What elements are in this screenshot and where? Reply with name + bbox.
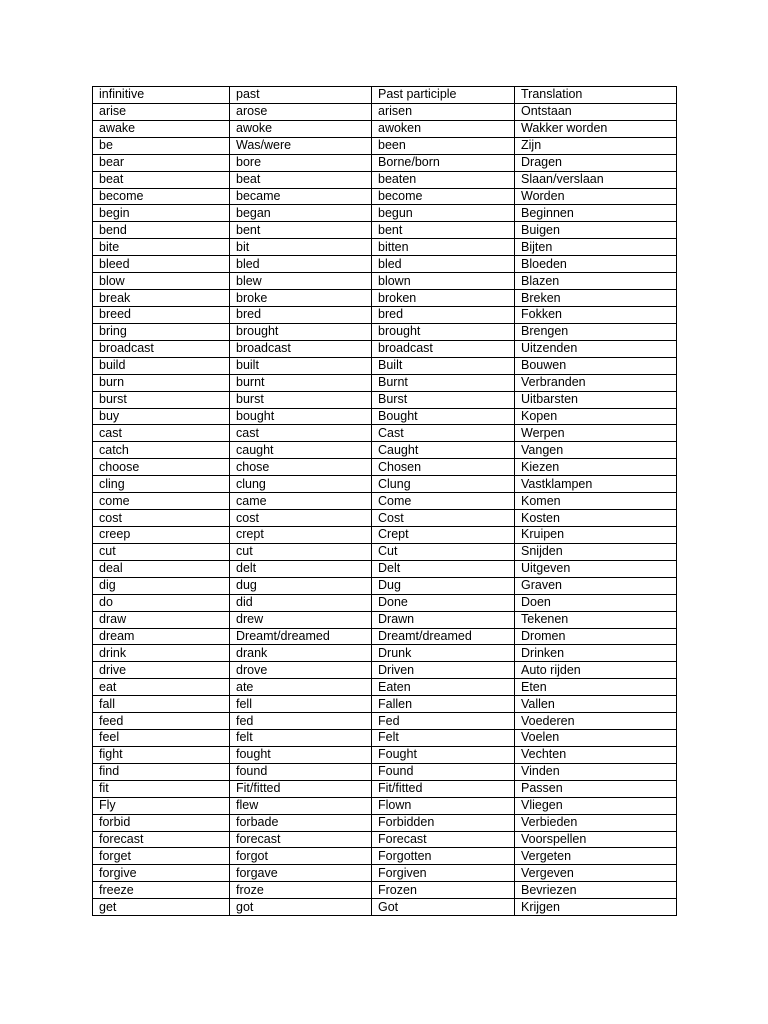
cell-past: drew (230, 611, 372, 628)
cell-past-participle: Borne/born (372, 154, 515, 171)
cell-translation: Bijten (515, 239, 677, 256)
cell-infinitive: breed (93, 306, 230, 323)
table-row (93, 662, 677, 679)
cell-past-participle: Come (372, 493, 515, 510)
cell-past: bought (230, 408, 372, 425)
cell-past-participle: blown (372, 273, 515, 290)
cell-past-participle: Cost (372, 510, 515, 527)
cell-infinitive: build (93, 357, 230, 374)
cell-past-participle: Forbidden (372, 814, 515, 831)
cell-past-participle: Flown (372, 797, 515, 814)
cell-past: cost (230, 510, 372, 527)
cell-past-participle: bent (372, 222, 515, 239)
cell-translation: Ontstaan (515, 103, 677, 120)
cell-past: bent (230, 222, 372, 239)
cell-infinitive: come (93, 493, 230, 510)
cell-infinitive: cast (93, 425, 230, 442)
cell-translation: Komen (515, 493, 677, 510)
cell-infinitive: awake (93, 120, 230, 137)
table-header-row (93, 87, 677, 104)
cell-infinitive: eat (93, 679, 230, 696)
cell-past: caught (230, 442, 372, 459)
cell-infinitive: broadcast (93, 340, 230, 357)
cell-past-participle: Fed (372, 713, 515, 730)
cell-past-participle: Burnt (372, 374, 515, 391)
cell-past: forbade (230, 814, 372, 831)
cell-infinitive: arise (93, 103, 230, 120)
cell-translation: Verbranden (515, 374, 677, 391)
table-body (93, 103, 677, 915)
cell-infinitive: begin (93, 205, 230, 222)
table-row (93, 205, 677, 222)
cell-translation: Voelen (515, 730, 677, 747)
cell-past-participle: Burst (372, 391, 515, 408)
cell-translation: Auto rijden (515, 662, 677, 679)
cell-infinitive: forgive (93, 865, 230, 882)
cell-past: arose (230, 103, 372, 120)
cell-infinitive: fall (93, 696, 230, 713)
cell-infinitive: bear (93, 154, 230, 171)
cell-translation: Breken (515, 290, 677, 307)
cell-translation: Kruipen (515, 526, 677, 543)
table-row (93, 746, 677, 763)
table-row (93, 290, 677, 307)
cell-infinitive: freeze (93, 882, 230, 899)
cell-translation: Graven (515, 577, 677, 594)
cell-translation: Dragen (515, 154, 677, 171)
cell-translation: Dromen (515, 628, 677, 645)
table-row (93, 713, 677, 730)
cell-infinitive: forget (93, 848, 230, 865)
cell-translation: Verbieden (515, 814, 677, 831)
cell-past-participle: Fallen (372, 696, 515, 713)
table-row (93, 357, 677, 374)
cell-past-participle: begun (372, 205, 515, 222)
cell-past: built (230, 357, 372, 374)
table-row (93, 154, 677, 171)
cell-past: blew (230, 273, 372, 290)
table-row (93, 577, 677, 594)
header-past-participle: Past participle (372, 87, 515, 104)
cell-past: dug (230, 577, 372, 594)
table-row (93, 408, 677, 425)
cell-infinitive: creep (93, 526, 230, 543)
table-row (93, 256, 677, 273)
cell-past: bled (230, 256, 372, 273)
cell-infinitive: fight (93, 746, 230, 763)
cell-past-participle: Forgiven (372, 865, 515, 882)
header-translation: Translation (515, 87, 677, 104)
cell-translation: Krijgen (515, 899, 677, 916)
table-row (93, 493, 677, 510)
table-row (93, 391, 677, 408)
cell-translation: Kopen (515, 408, 677, 425)
cell-past-participle: Caught (372, 442, 515, 459)
table-row (93, 899, 677, 916)
cell-infinitive: beat (93, 171, 230, 188)
cell-translation: Snijden (515, 543, 677, 560)
table-row (93, 476, 677, 493)
table-row (93, 171, 677, 188)
cell-translation: Bloeden (515, 256, 677, 273)
cell-past-participle: Chosen (372, 459, 515, 476)
cell-infinitive: bend (93, 222, 230, 239)
cell-past-participle: Built (372, 357, 515, 374)
header-past: past (230, 87, 372, 104)
cell-translation: Passen (515, 780, 677, 797)
cell-infinitive: be (93, 137, 230, 154)
cell-translation: Beginnen (515, 205, 677, 222)
cell-past-participle: Forecast (372, 831, 515, 848)
table-row (93, 611, 677, 628)
table-row (93, 103, 677, 120)
cell-translation: Tekenen (515, 611, 677, 628)
table-row (93, 848, 677, 865)
cell-infinitive: cut (93, 543, 230, 560)
cell-past: drove (230, 662, 372, 679)
cell-past-participle: Done (372, 594, 515, 611)
cell-past: became (230, 188, 372, 205)
table-row (93, 814, 677, 831)
cell-past: Was/were (230, 137, 372, 154)
cell-past-participle: Dug (372, 577, 515, 594)
cell-past-participle: brought (372, 323, 515, 340)
header-infinitive: infinitive (93, 87, 230, 104)
cell-past: cut (230, 543, 372, 560)
cell-past: cast (230, 425, 372, 442)
cell-past: forgot (230, 848, 372, 865)
cell-past-participle: bred (372, 306, 515, 323)
cell-past: clung (230, 476, 372, 493)
table-row (93, 340, 677, 357)
table-row (93, 543, 677, 560)
cell-translation: Brengen (515, 323, 677, 340)
cell-past-participle: bitten (372, 239, 515, 256)
cell-translation: Kiezen (515, 459, 677, 476)
cell-past-participle: bled (372, 256, 515, 273)
table-row (93, 239, 677, 256)
table-row (93, 442, 677, 459)
cell-past-participle: broken (372, 290, 515, 307)
table-row (93, 645, 677, 662)
cell-translation: Vangen (515, 442, 677, 459)
table-row (93, 273, 677, 290)
table-row (93, 137, 677, 154)
cell-translation: Vinden (515, 763, 677, 780)
cell-past: chose (230, 459, 372, 476)
cell-past: drank (230, 645, 372, 662)
table-row (93, 594, 677, 611)
cell-infinitive: feed (93, 713, 230, 730)
cell-past-participle: Cast (372, 425, 515, 442)
cell-translation: Vastklampen (515, 476, 677, 493)
cell-infinitive: cost (93, 510, 230, 527)
cell-past: delt (230, 560, 372, 577)
cell-infinitive: dream (93, 628, 230, 645)
cell-past: froze (230, 882, 372, 899)
cell-translation: Drinken (515, 645, 677, 662)
cell-translation: Buigen (515, 222, 677, 239)
cell-past-participle: become (372, 188, 515, 205)
cell-past: bred (230, 306, 372, 323)
cell-translation: Bouwen (515, 357, 677, 374)
cell-translation: Vergeven (515, 865, 677, 882)
cell-past-participle: Fought (372, 746, 515, 763)
table-row (93, 797, 677, 814)
cell-translation: Uitbarsten (515, 391, 677, 408)
cell-past-participle: Crept (372, 526, 515, 543)
cell-translation: Wakker worden (515, 120, 677, 137)
cell-infinitive: feel (93, 730, 230, 747)
table-row (93, 323, 677, 340)
cell-past: broadcast (230, 340, 372, 357)
cell-past-participle: Bought (372, 408, 515, 425)
cell-past: felt (230, 730, 372, 747)
cell-infinitive: cling (93, 476, 230, 493)
table-row (93, 560, 677, 577)
cell-translation: Blazen (515, 273, 677, 290)
cell-past-participle: Felt (372, 730, 515, 747)
cell-infinitive: dig (93, 577, 230, 594)
cell-past: bore (230, 154, 372, 171)
cell-past: fought (230, 746, 372, 763)
cell-past: fell (230, 696, 372, 713)
cell-past-participle: Clung (372, 476, 515, 493)
irregular-verbs-table (92, 86, 677, 916)
cell-translation: Voederen (515, 713, 677, 730)
cell-infinitive: bite (93, 239, 230, 256)
cell-translation: Slaan/verslaan (515, 171, 677, 188)
cell-past-participle: arisen (372, 103, 515, 120)
cell-infinitive: become (93, 188, 230, 205)
table-row (93, 730, 677, 747)
cell-past: beat (230, 171, 372, 188)
cell-past-participle: Delt (372, 560, 515, 577)
cell-past: brought (230, 323, 372, 340)
cell-infinitive: burn (93, 374, 230, 391)
table-row (93, 763, 677, 780)
cell-infinitive: draw (93, 611, 230, 628)
cell-past-participle: Frozen (372, 882, 515, 899)
cell-infinitive: blow (93, 273, 230, 290)
cell-translation: Eten (515, 679, 677, 696)
cell-past: burnt (230, 374, 372, 391)
table-row (93, 628, 677, 645)
table-row (93, 120, 677, 137)
cell-past-participle: Eaten (372, 679, 515, 696)
cell-infinitive: do (93, 594, 230, 611)
cell-past: forecast (230, 831, 372, 848)
table-row (93, 306, 677, 323)
cell-past-participle: awoken (372, 120, 515, 137)
cell-past-participle: Found (372, 763, 515, 780)
cell-past: Dreamt/dreamed (230, 628, 372, 645)
cell-translation: Uitgeven (515, 560, 677, 577)
cell-past-participle: Driven (372, 662, 515, 679)
cell-translation: Voorspellen (515, 831, 677, 848)
cell-past-participle: Fit/fitted (372, 780, 515, 797)
cell-translation: Fokken (515, 306, 677, 323)
cell-infinitive: bring (93, 323, 230, 340)
cell-infinitive: catch (93, 442, 230, 459)
cell-past: Fit/fitted (230, 780, 372, 797)
cell-infinitive: forecast (93, 831, 230, 848)
cell-past-participle: Got (372, 899, 515, 916)
cell-infinitive: buy (93, 408, 230, 425)
table-row (93, 222, 677, 239)
cell-infinitive: Fly (93, 797, 230, 814)
table-row (93, 459, 677, 476)
cell-past: burst (230, 391, 372, 408)
table-row (93, 425, 677, 442)
cell-past-participle: Dreamt/dreamed (372, 628, 515, 645)
cell-infinitive: forbid (93, 814, 230, 831)
table-row (93, 865, 677, 882)
cell-past-participle: been (372, 137, 515, 154)
cell-past: found (230, 763, 372, 780)
table-row (93, 679, 677, 696)
cell-infinitive: drive (93, 662, 230, 679)
cell-translation: Vliegen (515, 797, 677, 814)
table-row (93, 780, 677, 797)
cell-past-participle: Cut (372, 543, 515, 560)
cell-translation: Doen (515, 594, 677, 611)
cell-infinitive: drink (93, 645, 230, 662)
cell-translation: Bevriezen (515, 882, 677, 899)
cell-past-participle: Drawn (372, 611, 515, 628)
cell-past: came (230, 493, 372, 510)
cell-infinitive: fit (93, 780, 230, 797)
cell-infinitive: break (93, 290, 230, 307)
cell-translation: Kosten (515, 510, 677, 527)
cell-past-participle: Forgotten (372, 848, 515, 865)
table-row (93, 882, 677, 899)
table-row (93, 831, 677, 848)
cell-past: awoke (230, 120, 372, 137)
cell-past: fed (230, 713, 372, 730)
cell-past: did (230, 594, 372, 611)
table-row (93, 188, 677, 205)
table-row (93, 510, 677, 527)
cell-past-participle: beaten (372, 171, 515, 188)
cell-translation: Werpen (515, 425, 677, 442)
table-row (93, 696, 677, 713)
cell-past: bit (230, 239, 372, 256)
table-row (93, 526, 677, 543)
cell-infinitive: burst (93, 391, 230, 408)
cell-translation: Uitzenden (515, 340, 677, 357)
cell-translation: Zijn (515, 137, 677, 154)
cell-infinitive: choose (93, 459, 230, 476)
cell-infinitive: find (93, 763, 230, 780)
cell-translation: Vergeten (515, 848, 677, 865)
cell-past-participle: broadcast (372, 340, 515, 357)
cell-past: forgave (230, 865, 372, 882)
cell-infinitive: get (93, 899, 230, 916)
table-row (93, 374, 677, 391)
cell-translation: Vallen (515, 696, 677, 713)
cell-infinitive: deal (93, 560, 230, 577)
cell-infinitive: bleed (93, 256, 230, 273)
cell-past: flew (230, 797, 372, 814)
cell-translation: Vechten (515, 746, 677, 763)
cell-translation: Worden (515, 188, 677, 205)
cell-past: got (230, 899, 372, 916)
cell-past: ate (230, 679, 372, 696)
cell-past: broke (230, 290, 372, 307)
cell-past-participle: Drunk (372, 645, 515, 662)
cell-past: began (230, 205, 372, 222)
cell-past: crept (230, 526, 372, 543)
